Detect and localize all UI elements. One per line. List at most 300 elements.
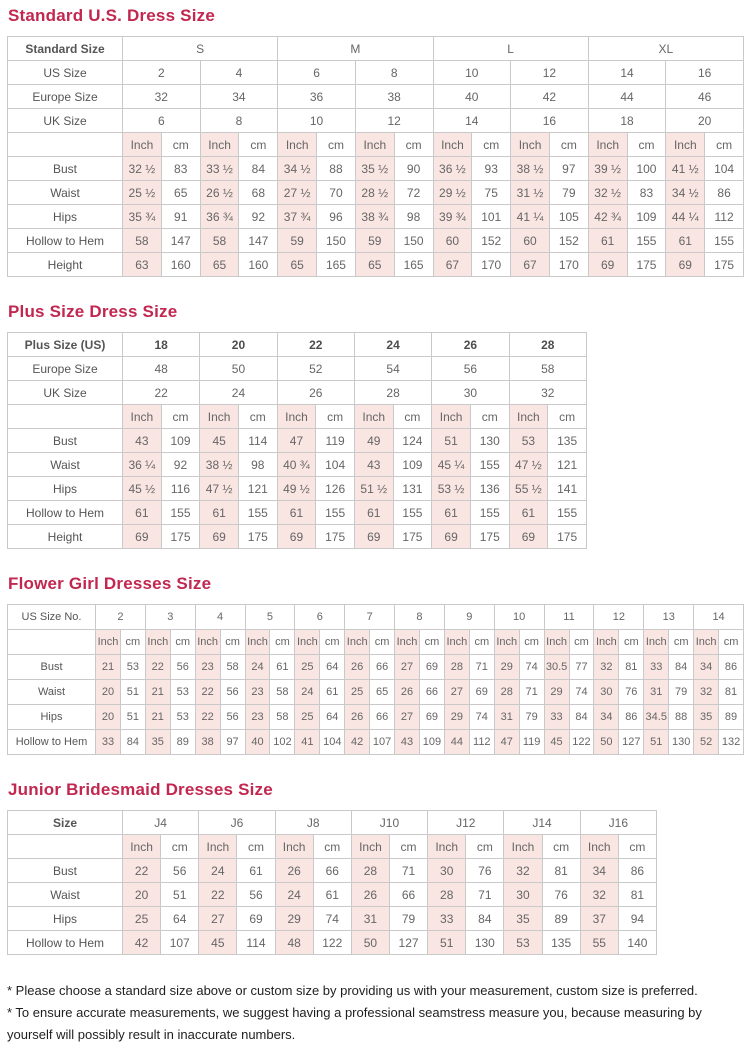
size-header-cell: 56 — [432, 357, 509, 381]
unit-cell-cm: cm — [270, 630, 295, 655]
value-cm: 170 — [472, 253, 511, 277]
value-inch: 23 — [195, 655, 220, 680]
value-cm: 51 — [120, 680, 145, 705]
value-cm: 132 — [719, 730, 744, 755]
value-inch: 26 — [345, 655, 370, 680]
value-cm: 175 — [316, 525, 355, 549]
value-cm: 81 — [542, 859, 580, 883]
standard-size-table — [7, 36, 744, 277]
value-cm: 90 — [394, 157, 433, 181]
value-cm: 89 — [719, 705, 744, 730]
value-inch: 47 ½ — [509, 453, 548, 477]
value-inch: 35 ¾ — [123, 205, 162, 229]
header-row — [8, 381, 587, 405]
value-cm: 96 — [317, 205, 356, 229]
unit-cell-inch: Inch — [494, 630, 519, 655]
value-cm: 122 — [313, 931, 351, 955]
unit-cell-inch: Inch — [354, 405, 393, 429]
value-inch: 30 — [504, 883, 542, 907]
size-header-cell: 48 — [123, 357, 200, 381]
row-label: Hips — [8, 907, 123, 931]
value-inch: 42 — [345, 730, 370, 755]
value-cm: 66 — [370, 705, 395, 730]
value-cm: 175 — [238, 525, 277, 549]
value-cm: 84 — [239, 157, 278, 181]
value-inch: 58 — [200, 229, 239, 253]
size-header-cell: J16 — [580, 811, 656, 835]
size-header-cell: 10 — [433, 61, 511, 85]
value-cm: 112 — [705, 205, 744, 229]
value-inch: 32 — [580, 883, 618, 907]
value-inch: 61 — [432, 501, 471, 525]
value-inch: 45 — [199, 931, 237, 955]
unit-cell-cm: cm — [719, 630, 744, 655]
size-header-cell: 36 — [278, 85, 356, 109]
unit-cell-cm: cm — [389, 835, 427, 859]
value-cm: 98 — [238, 453, 277, 477]
unit-cell-inch: Inch — [351, 835, 389, 859]
unit-cell-cm: cm — [316, 405, 355, 429]
footnote-custom-size: * Please choose a standard size above or custom size by providing us with your measurement, custom size is preferred. — [7, 983, 698, 998]
row-label: Waist — [8, 883, 123, 907]
value-cm: 56 — [170, 655, 195, 680]
value-inch: 60 — [433, 229, 472, 253]
size-header-cell: 16 — [666, 61, 744, 85]
value-cm: 160 — [239, 253, 278, 277]
value-cm: 160 — [161, 253, 200, 277]
size-header-cell: 12 — [594, 605, 644, 630]
size-header-cell: 22 — [123, 381, 200, 405]
size-header-cell: 6 — [278, 61, 356, 85]
unit-cell-inch: Inch — [345, 630, 370, 655]
value-cm: 86 — [705, 181, 744, 205]
unit-cell-cm: cm — [220, 630, 245, 655]
value-cm: 140 — [618, 931, 656, 955]
value-cm: 83 — [627, 181, 666, 205]
unit-row — [8, 630, 744, 655]
value-cm: 76 — [466, 859, 504, 883]
header-row — [8, 605, 744, 630]
value-inch: 28 — [444, 655, 469, 680]
header-row — [8, 85, 744, 109]
value-inch: 29 — [275, 907, 313, 931]
section-plus-size — [7, 302, 743, 549]
row-label: Hips — [8, 477, 123, 501]
value-inch: 67 — [433, 253, 472, 277]
value-inch: 59 — [278, 229, 317, 253]
value-inch: 53 — [504, 931, 542, 955]
value-cm: 135 — [542, 931, 580, 955]
value-cm: 165 — [394, 253, 433, 277]
unit-cell-inch: Inch — [594, 630, 619, 655]
size-header-cell: 12 — [511, 61, 589, 85]
value-cm: 61 — [237, 859, 275, 883]
row-label: Height — [8, 253, 123, 277]
unit-cell-inch: Inch — [200, 405, 239, 429]
value-cm: 135 — [548, 429, 587, 453]
value-inch: 38 — [195, 730, 220, 755]
size-header-cell: J8 — [275, 811, 351, 835]
value-inch: 26 — [275, 859, 313, 883]
value-inch: 23 — [245, 680, 270, 705]
unit-cell-inch: Inch — [355, 133, 394, 157]
value-inch: 20 — [96, 705, 121, 730]
unit-cell-inch: Inch — [123, 405, 162, 429]
size-guide-page — [7, 6, 743, 1046]
size-header-cell: 18 — [123, 333, 200, 357]
value-inch: 34 ½ — [666, 181, 705, 205]
value-inch: 24 — [199, 859, 237, 883]
unit-cell-inch: Inch — [245, 630, 270, 655]
value-inch: 30 — [428, 859, 466, 883]
value-inch: 23 — [245, 705, 270, 730]
measure-row — [8, 229, 744, 253]
unit-cell-inch: Inch — [580, 835, 618, 859]
unit-cell-cm: cm — [705, 133, 744, 157]
standard-size-title: Standard U.S. Dress Size — [8, 6, 215, 25]
value-cm: 107 — [370, 730, 395, 755]
size-header-cell: 28 — [354, 381, 431, 405]
value-cm: 76 — [542, 883, 580, 907]
value-cm: 89 — [542, 907, 580, 931]
unit-cell-inch: Inch — [433, 133, 472, 157]
value-inch: 33 — [428, 907, 466, 931]
value-cm: 109 — [627, 205, 666, 229]
unit-cell-cm: cm — [317, 133, 356, 157]
value-cm: 71 — [469, 655, 494, 680]
footnote-seamstress: * To ensure accurate measurements, we suggest having a professional seamstress measure you, because measuring by yourself will possibly result in inaccurate numbers. — [7, 1005, 702, 1042]
size-header-cell: 9 — [444, 605, 494, 630]
unit-cell-cm: cm — [519, 630, 544, 655]
measure-row — [8, 907, 657, 931]
size-header-cell: 58 — [509, 357, 586, 381]
size-header-cell: 26 — [432, 333, 509, 357]
value-inch: 34 — [594, 705, 619, 730]
value-cm: 81 — [719, 680, 744, 705]
size-header-cell: 2 — [123, 61, 201, 85]
value-inch: 36 ½ — [433, 157, 472, 181]
size-header-cell: S — [123, 37, 278, 61]
value-inch: 43 — [123, 429, 162, 453]
size-header-cell: 50 — [200, 357, 277, 381]
value-cm: 64 — [320, 705, 345, 730]
value-cm: 105 — [549, 205, 588, 229]
value-cm: 109 — [393, 453, 432, 477]
measure-row — [8, 429, 587, 453]
size-header-cell: 6 — [123, 109, 201, 133]
value-cm: 74 — [313, 907, 351, 931]
value-inch: 60 — [511, 229, 550, 253]
row-label: US Size No. — [8, 605, 96, 630]
value-cm: 136 — [470, 477, 509, 501]
unit-cell-cm: cm — [393, 405, 432, 429]
flower-girl-title: Flower Girl Dresses Size — [8, 574, 212, 593]
value-cm: 119 — [519, 730, 544, 755]
unit-cell-inch: Inch — [511, 133, 550, 157]
measure-row — [8, 931, 657, 955]
size-header-cell: 42 — [511, 85, 589, 109]
value-cm: 65 — [370, 680, 395, 705]
value-cm: 58 — [270, 705, 295, 730]
value-inch: 59 — [355, 229, 394, 253]
value-inch: 69 — [509, 525, 548, 549]
value-cm: 88 — [317, 157, 356, 181]
value-cm: 74 — [469, 705, 494, 730]
unit-cell-inch: Inch — [278, 133, 317, 157]
size-header-cell: 2 — [96, 605, 146, 630]
unit-cell-cm: cm — [669, 630, 694, 655]
size-header-cell: 3 — [145, 605, 195, 630]
value-cm: 69 — [419, 705, 444, 730]
value-cm: 84 — [569, 705, 594, 730]
value-inch: 27 — [199, 907, 237, 931]
value-cm: 155 — [316, 501, 355, 525]
measure-row — [8, 253, 744, 277]
value-inch: 61 — [354, 501, 393, 525]
value-inch: 43 — [395, 730, 420, 755]
size-header-cell: 6 — [295, 605, 345, 630]
value-cm: 76 — [619, 680, 644, 705]
row-label-empty — [8, 133, 123, 157]
value-cm: 98 — [394, 205, 433, 229]
size-header-cell: 46 — [666, 85, 744, 109]
size-header-cell: 4 — [200, 61, 278, 85]
value-inch: 27 — [395, 655, 420, 680]
value-inch: 41 ½ — [666, 157, 705, 181]
value-inch: 34 ½ — [278, 157, 317, 181]
value-inch: 45 ½ — [123, 477, 162, 501]
value-cm: 152 — [472, 229, 511, 253]
value-cm: 66 — [389, 883, 427, 907]
value-inch: 29 — [494, 655, 519, 680]
value-cm: 155 — [548, 501, 587, 525]
value-inch: 21 — [145, 705, 170, 730]
size-header-cell: 22 — [277, 333, 354, 357]
value-cm: 56 — [237, 883, 275, 907]
header-row — [8, 357, 587, 381]
value-inch: 20 — [96, 680, 121, 705]
value-cm: 170 — [549, 253, 588, 277]
unit-cell-inch: Inch — [123, 835, 161, 859]
value-inch: 49 ½ — [277, 477, 316, 501]
value-inch: 28 — [428, 883, 466, 907]
value-cm: 131 — [393, 477, 432, 501]
plus-size-table — [7, 332, 587, 549]
unit-cell-cm: cm — [542, 835, 580, 859]
value-cm: 75 — [472, 181, 511, 205]
value-inch: 38 ½ — [200, 453, 239, 477]
row-label-empty — [8, 405, 123, 429]
size-header-cell: 20 — [200, 333, 277, 357]
value-inch: 38 ½ — [511, 157, 550, 181]
row-label-empty — [8, 630, 96, 655]
unit-cell-cm: cm — [472, 133, 511, 157]
unit-cell-inch: Inch — [588, 133, 627, 157]
value-cm: 79 — [389, 907, 427, 931]
unit-cell-cm: cm — [313, 835, 351, 859]
row-label-empty — [8, 835, 123, 859]
value-cm: 74 — [569, 680, 594, 705]
value-cm: 155 — [393, 501, 432, 525]
row-label: Bust — [8, 429, 123, 453]
value-cm: 112 — [469, 730, 494, 755]
value-inch: 25 — [295, 655, 320, 680]
value-cm: 155 — [627, 229, 666, 253]
value-inch: 34.5 — [644, 705, 669, 730]
value-inch: 44 ¼ — [666, 205, 705, 229]
value-cm: 56 — [220, 705, 245, 730]
unit-cell-inch: Inch — [504, 835, 542, 859]
value-cm: 92 — [161, 453, 200, 477]
size-header-cell: 38 — [355, 85, 433, 109]
value-inch: 24 — [295, 680, 320, 705]
value-inch: 58 — [123, 229, 162, 253]
value-cm: 122 — [569, 730, 594, 755]
value-inch: 45 ¼ — [432, 453, 471, 477]
value-cm: 71 — [519, 680, 544, 705]
value-inch: 38 ¾ — [355, 205, 394, 229]
row-label: Waist — [8, 181, 123, 205]
size-header-cell: 8 — [395, 605, 445, 630]
value-cm: 175 — [548, 525, 587, 549]
row-label: Hollow to Hem — [8, 501, 123, 525]
unit-cell-cm: cm — [419, 630, 444, 655]
header-row — [8, 109, 744, 133]
value-inch: 36 ¾ — [200, 205, 239, 229]
value-cm: 114 — [238, 429, 277, 453]
value-inch: 26 — [395, 680, 420, 705]
row-label: Bust — [8, 157, 123, 181]
unit-cell-inch: Inch — [199, 835, 237, 859]
measure-row — [8, 501, 587, 525]
value-cm: 121 — [238, 477, 277, 501]
value-inch: 69 — [277, 525, 316, 549]
value-inch: 61 — [666, 229, 705, 253]
value-cm: 165 — [317, 253, 356, 277]
value-inch: 69 — [123, 525, 162, 549]
value-cm: 104 — [705, 157, 744, 181]
value-inch: 26 — [351, 883, 389, 907]
unit-cell-cm: cm — [394, 133, 433, 157]
size-header-cell: 14 — [433, 109, 511, 133]
value-cm: 93 — [472, 157, 511, 181]
row-label: Bust — [8, 859, 123, 883]
value-inch: 32 ½ — [123, 157, 162, 181]
value-inch: 35 ½ — [355, 157, 394, 181]
value-cm: 147 — [239, 229, 278, 253]
value-inch: 32 — [594, 655, 619, 680]
size-header-cell: 5 — [245, 605, 295, 630]
value-inch: 33 — [96, 730, 121, 755]
row-label: Hips — [8, 705, 96, 730]
value-cm: 104 — [320, 730, 345, 755]
value-inch: 34 — [580, 859, 618, 883]
size-header-cell: J10 — [351, 811, 427, 835]
value-cm: 69 — [469, 680, 494, 705]
value-cm: 121 — [548, 453, 587, 477]
value-inch: 45 — [544, 730, 569, 755]
value-cm: 53 — [120, 655, 145, 680]
value-cm: 70 — [317, 181, 356, 205]
unit-row — [8, 133, 744, 157]
unit-cell-inch: Inch — [666, 133, 705, 157]
value-cm: 119 — [316, 429, 355, 453]
value-cm: 84 — [669, 655, 694, 680]
value-inch: 33 — [644, 655, 669, 680]
value-inch: 67 — [511, 253, 550, 277]
measure-row — [8, 730, 744, 755]
row-label: Hips — [8, 205, 123, 229]
size-header-cell: 10 — [278, 109, 356, 133]
unit-cell-inch: Inch — [544, 630, 569, 655]
unit-cell-inch: Inch — [200, 133, 239, 157]
value-cm: 61 — [270, 655, 295, 680]
unit-row — [8, 835, 657, 859]
value-inch: 26 — [345, 705, 370, 730]
unit-cell-cm: cm — [161, 133, 200, 157]
flower-girl-size-table — [7, 604, 744, 755]
value-inch: 21 — [96, 655, 121, 680]
value-inch: 27 — [444, 680, 469, 705]
value-cm: 155 — [470, 501, 509, 525]
size-header-cell: J6 — [199, 811, 275, 835]
header-row — [8, 61, 744, 85]
header-row — [8, 811, 657, 835]
size-header-cell: 8 — [355, 61, 433, 85]
unit-cell-inch: Inch — [96, 630, 121, 655]
value-inch: 39 ¾ — [433, 205, 472, 229]
row-label: US Size — [8, 61, 123, 85]
value-inch: 61 — [509, 501, 548, 525]
value-cm: 69 — [419, 655, 444, 680]
value-cm: 53 — [170, 705, 195, 730]
value-cm: 77 — [569, 655, 594, 680]
value-inch: 25 — [295, 705, 320, 730]
value-cm: 83 — [161, 157, 200, 181]
value-cm: 152 — [549, 229, 588, 253]
value-cm: 155 — [705, 229, 744, 253]
section-standard-dress-size — [7, 6, 743, 277]
value-inch: 40 — [245, 730, 270, 755]
value-inch: 31 — [644, 680, 669, 705]
size-header-cell: J14 — [504, 811, 580, 835]
value-inch: 37 ¾ — [278, 205, 317, 229]
value-inch: 22 — [199, 883, 237, 907]
value-cm: 114 — [237, 931, 275, 955]
value-cm: 175 — [470, 525, 509, 549]
value-cm: 130 — [466, 931, 504, 955]
value-inch: 69 — [666, 253, 705, 277]
value-cm: 58 — [270, 680, 295, 705]
unit-cell-cm: cm — [161, 405, 200, 429]
value-inch: 28 — [494, 680, 519, 705]
unit-cell-cm: cm — [237, 835, 275, 859]
value-cm: 79 — [669, 680, 694, 705]
unit-cell-inch: Inch — [432, 405, 471, 429]
value-cm: 109 — [419, 730, 444, 755]
value-cm: 155 — [238, 501, 277, 525]
unit-cell-cm: cm — [569, 630, 594, 655]
plus-size-title: Plus Size Dress Size — [8, 302, 178, 321]
value-cm: 91 — [161, 205, 200, 229]
value-inch: 61 — [588, 229, 627, 253]
value-inch: 47 — [494, 730, 519, 755]
size-header-cell: 26 — [277, 381, 354, 405]
row-label: Size — [8, 811, 123, 835]
unit-cell-cm: cm — [548, 405, 587, 429]
value-inch: 22 — [123, 859, 161, 883]
size-header-cell: M — [278, 37, 433, 61]
